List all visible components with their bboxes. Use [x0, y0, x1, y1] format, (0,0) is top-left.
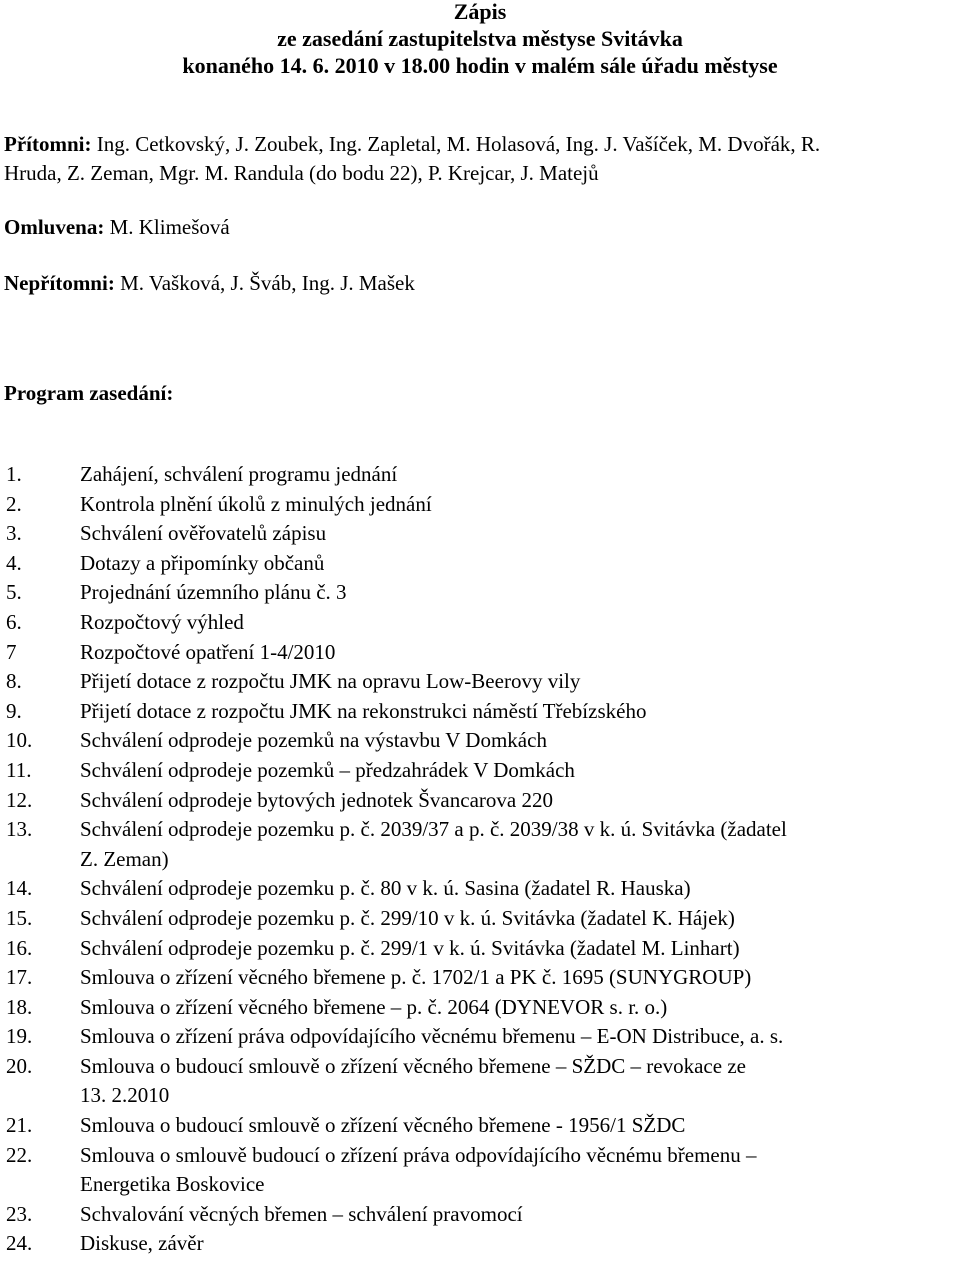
present-paragraph	[4, 130, 820, 188]
agenda-item-text	[80, 963, 960, 993]
present-label: Přítomni:	[4, 132, 92, 156]
agenda-item-number: 4.	[6, 550, 22, 575]
agenda-item	[6, 934, 960, 964]
excused-names: M. Klimešová	[104, 215, 230, 239]
agenda-item-number: 22.	[6, 1142, 33, 1167]
agenda-item-text-line1: Schválení odprodeje pozemků na výstavbu V Domkách	[80, 728, 547, 753]
agenda-item-text-line1: Schválení odprodeje pozemku p. č. 299/10 v k. ú. Svitávka (žadatel K. Hájek)	[80, 905, 735, 930]
agenda-item	[6, 638, 960, 668]
excused-label: Omluvena:	[4, 215, 105, 239]
present-names-line2: Hruda, Z. Zeman, Mgr. M. Randula (do bodu 22), P. Krejcar, J. Matejů	[4, 161, 599, 185]
agenda-item	[6, 756, 960, 786]
absent-paragraph	[4, 269, 415, 298]
agenda-item-number: 23.	[6, 1201, 33, 1226]
agenda-item-text-line1: Schválení odprodeje pozemku p. č. 80 v k. ú. Sasina (žadatel R. Hauska)	[80, 876, 691, 901]
agenda-item-number: 10.	[6, 728, 33, 753]
agenda-item-number: 12.	[6, 787, 33, 812]
agenda-item	[6, 1022, 960, 1052]
agenda-item-text	[80, 993, 960, 1023]
agenda-item	[6, 578, 960, 608]
present-names-line1: Ing. Cetkovský, J. Zoubek, Ing. Zapletal, M. Holasová, Ing. J. Vašíček, M. Dvořák, R.	[91, 132, 821, 156]
agenda-item-text-line1: Smlouva o budoucí smlouvě o zřízení věcného břemene - 1956/1 SŽDC	[80, 1113, 686, 1138]
agenda-item-text	[80, 608, 960, 638]
agenda-item-text	[80, 934, 960, 964]
agenda-item	[6, 1111, 960, 1141]
agenda-item-text	[80, 1052, 960, 1111]
agenda-item	[6, 460, 960, 490]
agenda-item-number: 11.	[6, 757, 32, 782]
absent-names: M. Vašková, J. Šváb, Ing. J. Mašek	[114, 271, 415, 295]
agenda-item	[6, 726, 960, 756]
agenda-item-text	[80, 756, 960, 786]
agenda-item-text-line1: Přijetí dotace z rozpočtu JMK na opravu Low-Beerovy vily	[80, 669, 581, 694]
agenda-item-text	[80, 874, 960, 904]
agenda-item-text	[80, 460, 960, 490]
agenda-item-text	[80, 578, 960, 608]
agenda-item-text	[80, 1229, 960, 1259]
agenda-item	[6, 608, 960, 638]
agenda-item	[6, 904, 960, 934]
agenda-item-text-line1: Dotazy a připomínky občanů	[80, 550, 325, 575]
agenda-item-number: 2.	[6, 491, 22, 516]
agenda-item-text	[80, 1111, 960, 1141]
agenda-item-number: 17.	[6, 965, 33, 990]
agenda-item	[6, 1141, 960, 1200]
agenda-item-text	[80, 1141, 960, 1200]
agenda-item-number: 1.	[6, 462, 22, 486]
agenda-item-text	[80, 638, 960, 668]
agenda-item-number: 19.	[6, 1024, 33, 1049]
agenda-item-text-line1: Smlouva o budoucí smlouvě o zřízení věcného břemene – SŽDC – revokace ze	[80, 1053, 746, 1078]
agenda-item-text-line1: Schválení odprodeje pozemku p. č. 2039/37 a p. č. 2039/38 v k. ú. Svitávka (žadatel	[80, 817, 787, 842]
agenda-item-text-line1: Smlouva o smlouvě budoucí o zřízení práva odpovídajícího věcnému břemenu –	[80, 1142, 757, 1167]
agenda-item-text-line1: Zahájení, schválení programu jednání	[80, 462, 398, 486]
agenda-item-number: 18.	[6, 994, 33, 1019]
agenda-item-text-line1: Přijetí dotace z rozpočtu JMK na rekonstrukci náměstí Třebízského	[80, 698, 647, 723]
agenda-item	[6, 519, 960, 549]
agenda-item-number: 5.	[6, 580, 22, 605]
agenda-item	[6, 963, 960, 993]
agenda-item-text	[80, 549, 960, 579]
agenda-item	[6, 490, 960, 520]
agenda-item-number: 6.	[6, 609, 22, 634]
agenda-item-text-line2: 13. 2.2010	[80, 1083, 170, 1108]
absent-label: Nepřítomni:	[4, 271, 115, 295]
agenda-item-number: 15.	[6, 905, 33, 930]
agenda-item-number: 3.	[6, 521, 22, 546]
agenda-item-text-line1: Schválení odprodeje bytových jednotek Švancarova 220	[80, 787, 553, 812]
agenda-item-number: 9.	[6, 698, 22, 723]
agenda-item-text-line1: Smlouva o zřízení věcného břemene – p. č. 2064 (DYNEVOR s. r. o.)	[80, 994, 668, 1019]
program-title: Program zasedání:	[4, 381, 174, 405]
agenda-item-text-line1: Schválení odprodeje pozemků – předzahrádek V Domkách	[80, 757, 575, 782]
agenda-item-text-line1: Smlouva o zřízení práva odpovídajícího věcnému břemenu – E-ON Distribuce, a. s.	[80, 1024, 784, 1049]
agenda-item-number: 21.	[6, 1113, 33, 1138]
agenda-item-text	[80, 1022, 960, 1052]
agenda-item-text-line2: Energetika Boskovice	[80, 1172, 265, 1197]
agenda-item-number: 24.	[6, 1231, 33, 1256]
agenda-item	[6, 667, 960, 697]
agenda-item-number: 13.	[6, 817, 33, 842]
agenda-item-text-line1: Schválení odprodeje pozemku p. č. 299/1 v k. ú. Svitávka (žadatel M. Linhart)	[80, 935, 740, 960]
agenda-item	[6, 1229, 960, 1259]
agenda-item-text-line1: Schvalování věcných břemen – schválení pravomocí	[80, 1201, 523, 1226]
agenda-item-text-line1: Diskuse, závěr	[80, 1231, 204, 1256]
agenda-item-text	[80, 904, 960, 934]
agenda-item	[6, 1052, 960, 1111]
agenda-item-text	[80, 697, 960, 727]
agenda-item-text-line1: Rozpočtový výhled	[80, 609, 244, 634]
agenda-item	[6, 786, 960, 816]
agenda-item-number: 20.	[6, 1053, 33, 1078]
agenda-item-number: 14.	[6, 876, 33, 901]
document-subtitle: ze zasedání zastupitelstva městyse Svitávka	[277, 26, 683, 51]
agenda-item	[6, 874, 960, 904]
agenda-item-number: 8.	[6, 669, 22, 694]
agenda-item-text	[80, 490, 960, 520]
excused-paragraph	[4, 213, 230, 242]
document-title: Zápis	[453, 0, 507, 24]
agenda-item-text-line1: Smlouva o zřízení věcného břemene p. č. 1702/1 a PK č. 1695 (SUNYGROUP)	[80, 965, 752, 990]
agenda-item-number: 7	[6, 639, 17, 664]
agenda-item	[6, 815, 960, 874]
agenda-item	[6, 993, 960, 1023]
agenda-item-number: 16.	[6, 935, 33, 960]
agenda-item-text-line1: Rozpočtové opatření 1-4/2010	[80, 639, 336, 664]
agenda-item	[6, 549, 960, 579]
agenda-item-text-line2: Z. Zeman)	[80, 846, 169, 871]
agenda-item	[6, 697, 960, 727]
agenda-item-text	[80, 815, 960, 874]
agenda-item-text	[80, 1200, 960, 1230]
agenda-item-text	[80, 786, 960, 816]
agenda-item-text-line1: Schválení ověřovatelů zápisu	[80, 521, 327, 546]
agenda-item-text	[80, 667, 960, 697]
agenda-item-text-line1: Projednání územního plánu č. 3	[80, 580, 347, 605]
meeting-date-line: konaného 14. 6. 2010 v 18.00 hodin v malém sále úřadu městyse	[182, 53, 778, 78]
agenda-item-text	[80, 519, 960, 549]
agenda-item	[6, 1200, 960, 1230]
document-header	[0, 0, 960, 79]
agenda-list	[6, 460, 960, 1259]
agenda-item-text-line1: Kontrola plnění úkolů z minulých jednání	[80, 491, 432, 516]
agenda-item-text	[80, 726, 960, 756]
